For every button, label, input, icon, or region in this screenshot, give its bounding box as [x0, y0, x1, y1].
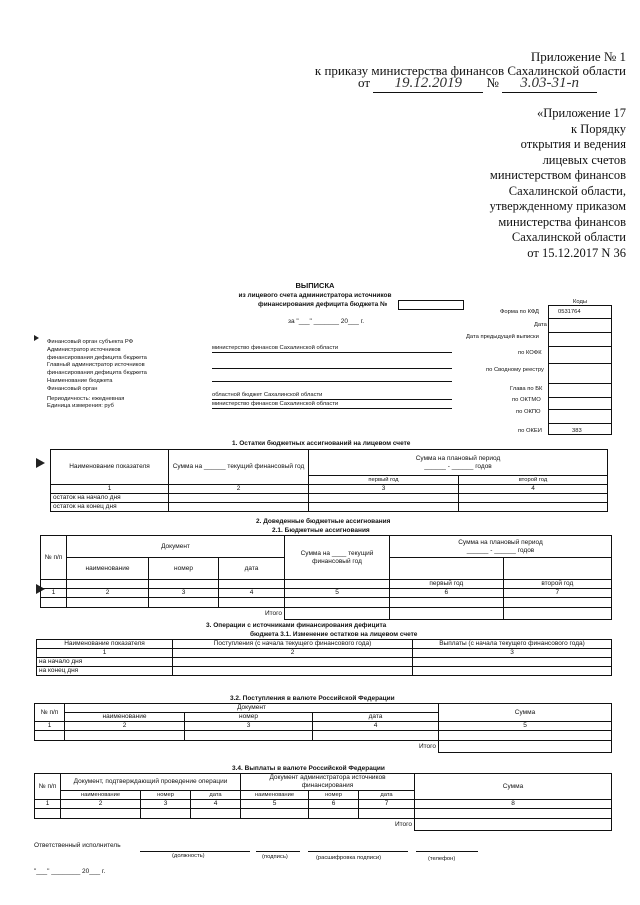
statement-sub2: финансирования дефицита бюджета №	[258, 301, 388, 308]
codes-label-bk: Глава по БК	[510, 386, 543, 392]
sec32-n3: 3	[185, 722, 313, 731]
sec1-col1: Наименование показателя	[51, 450, 169, 485]
codes-value-kfd: 0531764	[558, 309, 581, 315]
codes-label-okei: по ОКЕИ	[518, 428, 542, 434]
codes-box	[548, 305, 612, 435]
sec2-sum: Сумма на ____ текущий финансовый год	[285, 536, 390, 580]
sec2-n6: 6	[390, 589, 504, 598]
codes-label-prevdate: Дата предыдущей выписки	[466, 334, 539, 340]
sec32-num: номер	[185, 713, 313, 722]
left-info-labels	[47, 339, 197, 411]
appendix1-block	[315, 50, 626, 78]
sec32-table	[34, 703, 612, 753]
sec34-n5: 5	[241, 800, 309, 809]
side-marker-icon	[34, 335, 39, 341]
sec1-col2: Сумма на ______ текущий финансовый год	[169, 450, 309, 485]
appendix17-line: министерства финансов	[498, 214, 626, 229]
left-info-line: Периодичность: ежедневная	[47, 395, 125, 402]
appendix1-num-label: №	[486, 75, 499, 90]
codes-label-kfd: Форма по КФД	[500, 309, 539, 315]
sec34-table	[34, 773, 612, 831]
sec34-n4: 4	[191, 800, 241, 809]
appendix17-line: открытия и ведения	[520, 137, 626, 151]
sec34-name1: наименование	[61, 791, 141, 800]
sec34-date2: дата	[359, 791, 415, 800]
sec3-n2: 2	[173, 649, 413, 658]
appendix1-from-label: от	[358, 75, 371, 90]
statement-date-line: за "___" _______ 20___ г.	[288, 318, 365, 325]
sec3-col2: Поступления (с начала текущего финансового года)	[173, 640, 413, 649]
sec34-num2: номер	[309, 791, 359, 800]
sec1-n3: 3	[309, 485, 459, 494]
sec2-name: наименование	[67, 558, 149, 580]
appendix1-number: 3.03-31-п	[502, 75, 597, 93]
appendix17-line: утвержденному приказом	[489, 199, 626, 213]
sec2-total: Итого	[264, 609, 282, 617]
left-info-line: Единица измерения: руб	[47, 403, 114, 410]
left-info-line: Финансовый орган субъекта РФ	[47, 339, 134, 345]
sec34-sum: Сумма	[415, 774, 612, 800]
sec2-n3: 3	[149, 589, 219, 598]
left-info-line: финансирования дефицита бюджета	[47, 370, 147, 377]
sec2-n2: 2	[67, 589, 149, 598]
left-info-line: Наименование бюджета	[47, 377, 113, 384]
sec34-doc1: Документ, подтверждающий проведение операции	[61, 774, 241, 791]
sec32-title: 3.2. Поступления в валюте Российской Федерации	[230, 695, 395, 702]
sec1-col3: Сумма на плановый период ______ - ______ годов	[309, 450, 608, 476]
sec3-table	[36, 639, 612, 676]
sec3-n1: 1	[37, 649, 173, 658]
sec1-second-year: второй год	[459, 476, 608, 485]
appendix1-date-row	[358, 75, 628, 91]
appendix17-line: Сахалинской области,	[508, 183, 626, 198]
sec1-n1: 1	[51, 485, 169, 494]
footer-position: (должность)	[172, 853, 205, 859]
footer-phone: (телефон)	[428, 856, 456, 862]
sec2-sub: 2.1. Бюджетные ассигнования	[272, 527, 370, 534]
sec32-n5: 5	[439, 722, 612, 731]
side-marker-icon	[36, 458, 45, 468]
footer-decode: (расшифровка подписи)	[316, 855, 382, 861]
sec32-np: № п/п	[35, 704, 65, 722]
sec2-n1: 1	[41, 589, 67, 598]
left-info-line: финансирования дефицита бюджета	[47, 354, 147, 361]
sec1-first-year: первый год	[309, 476, 459, 485]
sec1-table	[50, 449, 608, 512]
appendix17-line: Сахалинской области	[511, 230, 626, 244]
sec34-total: Итого	[394, 820, 412, 828]
sec34-np: № п/п	[35, 774, 61, 800]
sec1-title: 1. Остатки бюджетных ассигнований на лицевом счете	[232, 440, 411, 447]
sec2-date: дата	[219, 558, 285, 580]
sec2-first-year: первый год	[390, 580, 504, 589]
sec34-n3: 3	[141, 800, 191, 809]
sec34-title: 3.4. Выплаты в валюте Российской Федерации	[232, 765, 385, 772]
sec3-sub: бюджета 3.1. Изменение остатков на лицевом счете	[250, 631, 418, 638]
left-info-value-finorg2: министерство финансов Сахалинской области	[212, 401, 339, 407]
codes-label-kofk: по КОФК	[518, 350, 542, 356]
sec2-second-year: второй год	[503, 580, 611, 589]
sec34-n2: 2	[61, 800, 141, 809]
sec3-col1: Наименование показателя	[37, 640, 173, 649]
statement-sub1: из лицевого счета администратора источников	[238, 292, 392, 299]
codes-label-reestr: по Сводному реестру	[486, 367, 544, 373]
sec32-date: дата	[313, 713, 439, 722]
account-number-box[interactable]	[398, 300, 464, 310]
sec3-title: 3. Операции с источниками финансирования дефицита	[206, 622, 387, 629]
codes-label-oktmo: по ОКТМО	[512, 397, 541, 403]
sec2-table	[40, 535, 612, 620]
sec34-n1: 1	[35, 800, 61, 809]
codes-head: Коды	[572, 299, 588, 305]
sec32-total: Итого	[418, 742, 436, 750]
sec2-np: № п/п	[41, 536, 67, 580]
sec34-doc2: Документ администратора источников финансирования	[241, 774, 415, 791]
appendix17-line: к Порядку	[571, 121, 626, 136]
sec1-row-start: остаток на начало дня	[51, 494, 169, 503]
left-info-value-finorg: министерство финансов Сахалинской области	[212, 345, 339, 351]
footer-date: "___" ________ 20___ г.	[34, 868, 106, 875]
left-info-line: Администратор источников	[47, 346, 121, 353]
left-info-value-budget: областной бюджет Сахалинской области	[212, 392, 323, 398]
codes-label-okpo: по ОКПО	[516, 409, 541, 415]
sec34-n8: 8	[415, 800, 612, 809]
sec32-n4: 4	[313, 722, 439, 731]
appendix1-date: 19.12.2019	[373, 75, 483, 93]
appendix1-title: Приложение № 1	[530, 49, 626, 64]
sec2-num: номер	[149, 558, 219, 580]
sec1-n4: 4	[459, 485, 608, 494]
sec1-n2: 2	[169, 485, 309, 494]
codes-label-date: Дата	[534, 322, 547, 328]
sec2-doc: Документ	[67, 536, 285, 558]
sec32-name: наименование	[65, 713, 185, 722]
sec3-n3: 3	[413, 649, 612, 658]
appendix17-line: от 15.12.2017 N 36	[527, 245, 626, 260]
sec2-title: 2. Доведенные бюджетные ассигнования	[256, 518, 391, 525]
left-info-line: Финансовый орган	[47, 385, 98, 392]
sec3-row-start: на начало дня	[37, 658, 173, 667]
sec34-n7: 7	[359, 800, 415, 809]
sec32-sum: Сумма	[439, 704, 612, 722]
footer-responsible: Ответственный исполнитель	[34, 842, 121, 849]
appendix17-block	[466, 106, 626, 261]
sec34-date1: дата	[191, 791, 241, 800]
sec32-n2: 2	[65, 722, 185, 731]
sec3-col3: Выплаты (с начала текущего финансового года)	[413, 640, 612, 649]
sec1-row-end: остаток на конец дня	[51, 503, 169, 512]
appendix17-line: «Приложение 17	[537, 106, 626, 120]
sec32-doc: Документ	[65, 704, 439, 713]
appendix17-line: министерством финансов	[489, 168, 626, 182]
sec2-n7: 7	[503, 589, 611, 598]
footer-signature: (подпись)	[262, 854, 288, 860]
sec32-n1: 1	[35, 722, 65, 731]
sec2-n5: 5	[285, 589, 390, 598]
sec34-num1: номер	[141, 791, 191, 800]
sec2-n4: 4	[219, 589, 285, 598]
left-info-line: Главный администратор источников	[47, 362, 145, 369]
sec3-row-end: на конец дня	[37, 667, 173, 676]
codes-value-okei: 383	[572, 428, 582, 434]
sec2-plan: Сумма на плановый период ______ - ______ годов	[390, 536, 612, 558]
sec34-n6: 6	[309, 800, 359, 809]
appendix17-line: лицевых счетов	[542, 152, 626, 167]
appendix1-line2: к приказу министерства финансов Сахалинской области	[314, 63, 626, 78]
statement-title: ВЫПИСКА	[295, 281, 335, 290]
sec34-name2: наименование	[241, 791, 309, 800]
